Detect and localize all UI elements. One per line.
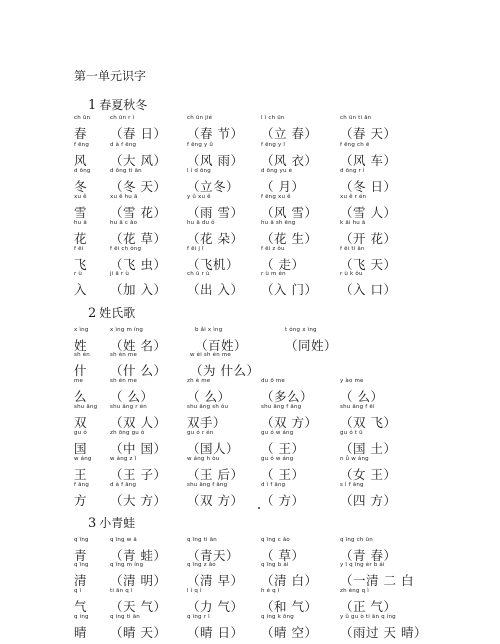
pinyin: q īng xyxy=(74,562,89,568)
hanzi: （双 飞） xyxy=(340,415,397,430)
hanzi: 春 xyxy=(74,126,88,141)
hanzi: 什 xyxy=(74,363,88,378)
pinyin: q īng z ǎo xyxy=(187,562,216,568)
hanzi: （国 土） xyxy=(340,441,397,456)
hanzi: （ 么） xyxy=(187,389,231,404)
hanzi: （青天） xyxy=(187,548,240,563)
pinyin: q īng xyxy=(74,537,89,543)
pinyin: sh én me xyxy=(110,378,138,384)
hanzi: （飞机） xyxy=(187,257,240,272)
pinyin: r ù xyxy=(74,271,83,277)
pinyin: w áng xyxy=(74,456,92,462)
hanzi: 雪 xyxy=(74,205,88,220)
pinyin: x ìng xyxy=(74,327,89,333)
pinyin: f ēi ch óng xyxy=(110,246,142,252)
hanzi: （晴 空） xyxy=(261,625,318,640)
hanzi: （ 么） xyxy=(340,389,384,404)
hanzi: （出 入） xyxy=(187,282,244,297)
pinyin: hu ā du ǒ xyxy=(187,220,215,226)
pinyin: d ōng yu è xyxy=(261,168,293,174)
hanzi: （中 国） xyxy=(110,441,167,456)
pinyin: y ī q īng èr b ái xyxy=(340,562,385,568)
pinyin: q īng ch ūn xyxy=(340,537,373,543)
pinyin: r ù k ǒu xyxy=(340,271,363,277)
pinyin: gu ó r én xyxy=(187,430,214,436)
hanzi: （ 方） xyxy=(261,493,305,508)
pinyin: t óng x ìng xyxy=(285,327,317,333)
pinyin: du ō me xyxy=(261,378,285,384)
pinyin: shu āng f āng xyxy=(187,482,228,488)
hanzi: （风 雪） xyxy=(261,205,318,220)
pinyin: ch ūn ti ān xyxy=(340,115,372,121)
pinyin: ch ū r ù xyxy=(187,271,210,277)
section-heading xyxy=(88,304,135,321)
vocab-row xyxy=(0,482,500,512)
pinyin: q íng k ōng xyxy=(261,614,294,620)
hanzi: （风 衣） xyxy=(261,153,318,168)
pinyin: f ēi ti ān xyxy=(340,246,365,252)
pinyin: ch ūn xyxy=(74,115,91,121)
pinyin: d à f āng xyxy=(110,482,137,488)
pinyin: sh én me xyxy=(110,352,138,358)
hanzi: （清 白） xyxy=(261,573,318,588)
hanzi: 花 xyxy=(74,231,88,246)
hanzi: 青 xyxy=(74,548,88,563)
pinyin: gu ó xyxy=(74,430,87,436)
hanzi: 冬 xyxy=(74,179,88,194)
section-title: 姓氏歌 xyxy=(99,306,136,320)
hanzi: （冬 天） xyxy=(110,179,167,194)
hanzi: （春 天） xyxy=(340,126,397,141)
pinyin: f ēng ch ē xyxy=(340,142,370,148)
hanzi: （冬 日） xyxy=(340,179,397,194)
vocab-row xyxy=(0,614,500,644)
hanzi: （天 气） xyxy=(110,599,167,614)
hanzi: 么 xyxy=(74,389,88,404)
pinyin: gu ó t ǔ xyxy=(340,430,363,436)
hanzi: （开 花） xyxy=(340,231,397,246)
pinyin: ch ūn jié xyxy=(187,115,213,121)
pinyin: y ǔ gu ò ti ān q íng xyxy=(340,614,396,620)
pinyin: xu ě hu ā xyxy=(110,194,138,200)
hanzi: 飞 xyxy=(74,257,88,272)
hanzi: （为 什么） xyxy=(190,363,260,378)
pinyin: d ōng r ì xyxy=(340,168,365,174)
pinyin: d ōng ti ān xyxy=(110,168,142,174)
hanzi: （国人） xyxy=(187,441,240,456)
pinyin: ti ān q ì xyxy=(110,588,133,594)
hanzi: （花 生） xyxy=(261,231,318,246)
pinyin: y ǔ xu ě xyxy=(187,194,211,200)
hanzi: （花 朵） xyxy=(187,231,244,246)
hanzi: （飞 虫） xyxy=(110,257,167,272)
pinyin: q īng b ái xyxy=(261,562,289,568)
hanzi: （雨 雪） xyxy=(187,205,244,220)
pinyin: q íng ti ān xyxy=(110,614,140,620)
unit-title: 第一单元识字 xyxy=(74,69,147,83)
pinyin: q īng m íng xyxy=(110,562,144,568)
pinyin: shu āng sh ǒu xyxy=(187,404,229,410)
hanzi: 双 xyxy=(74,415,88,430)
hanzi: （春 节） xyxy=(187,126,244,141)
hanzi: （同姓） xyxy=(285,338,338,353)
section-number: 2 xyxy=(88,306,97,321)
pinyin: f ēi z ǒu xyxy=(261,246,285,252)
hanzi: （清 明） xyxy=(110,573,167,588)
hanzi: （雪 花） xyxy=(110,205,167,220)
hanzi: （ 么） xyxy=(110,389,154,404)
pinyin: f ēi j ī xyxy=(187,246,204,252)
pinyin: sh én xyxy=(74,352,90,358)
hanzi: 清 xyxy=(74,573,88,588)
pinyin: f āng xyxy=(74,482,90,488)
hanzi: 入 xyxy=(74,282,88,297)
hanzi: 双手） xyxy=(187,415,227,430)
pinyin: q īng ti ān xyxy=(187,537,217,543)
pinyin: hu ā xyxy=(74,220,87,226)
hanzi: （一清 二 白 xyxy=(340,573,414,588)
section-title: 小青蛙 xyxy=(99,516,136,530)
pinyin: zh è me xyxy=(187,378,211,384)
pinyin: q íng r ì xyxy=(187,614,210,620)
hanzi: （春 日） xyxy=(110,126,167,141)
hanzi: （入 口） xyxy=(340,282,397,297)
hanzi: （立 春） xyxy=(261,126,318,141)
hanzi: （飞 天） xyxy=(340,257,397,272)
hanzi: （王 子） xyxy=(110,467,167,482)
pinyin: y ào me xyxy=(340,378,364,384)
section-heading xyxy=(88,96,147,113)
hanzi: （风 雨） xyxy=(187,153,244,168)
hanzi: （姓 名） xyxy=(110,338,167,353)
pinyin: gu ó w áng xyxy=(261,430,294,436)
vocab-row xyxy=(0,115,500,145)
pinyin: s ì f āng xyxy=(340,482,364,488)
section-heading xyxy=(88,514,135,531)
hanzi: （百姓） xyxy=(195,338,248,353)
pinyin: x ìng m íng xyxy=(110,327,144,333)
pinyin: shu āng f ēi xyxy=(340,404,375,410)
hanzi: （女 王） xyxy=(340,467,397,482)
hanzi: （双 人） xyxy=(110,415,167,430)
hanzi: （力 气） xyxy=(187,599,244,614)
hanzi: 晴 xyxy=(74,625,88,640)
pinyin: h é q ì xyxy=(261,588,280,594)
hanzi: 国 xyxy=(74,441,88,456)
pinyin: q īng w ā xyxy=(110,537,137,543)
hanzi: （清 早） xyxy=(187,573,244,588)
hanzi: （大 风） xyxy=(110,153,167,168)
pinyin: me xyxy=(74,378,84,384)
pinyin: f ēi xyxy=(74,246,84,252)
pinyin: d ōng xyxy=(74,168,91,174)
section-number: 1 xyxy=(88,98,97,113)
hanzi: （晴 天） xyxy=(110,625,167,640)
pinyin: zh ōng gu ó xyxy=(110,430,145,436)
hanzi: （风 车） xyxy=(340,153,397,168)
pinyin: q īng c ǎo xyxy=(261,537,291,543)
pinyin: hu ā c ǎo xyxy=(110,220,138,226)
scan-speck xyxy=(258,507,260,509)
hanzi: （什 么） xyxy=(110,363,167,378)
hanzi: （四 方） xyxy=(340,493,397,508)
hanzi: （ 走） xyxy=(261,257,305,272)
hanzi: （大 方） xyxy=(110,493,167,508)
hanzi: （双 方） xyxy=(187,493,244,508)
pinyin: w áng h òu xyxy=(187,456,220,462)
hanzi: （青 春） xyxy=(340,548,397,563)
pinyin: d à f ēng xyxy=(110,142,137,148)
pinyin: q íng xyxy=(74,614,89,620)
pinyin: shu āng r én xyxy=(110,404,147,410)
hanzi: 风 xyxy=(74,153,88,168)
hanzi: （王 后） xyxy=(187,467,244,482)
pinyin: k āi hu ā xyxy=(340,220,366,226)
hanzi: （ 王） xyxy=(261,441,305,456)
pinyin: xu ě r én xyxy=(340,194,367,200)
hanzi: （ 王） xyxy=(261,467,305,482)
section-number: 3 xyxy=(88,516,97,531)
pinyin: f ēng xu ě xyxy=(261,194,291,200)
pinyin: w áng z ǐ xyxy=(110,456,137,462)
hanzi: （双 方） xyxy=(261,415,318,430)
hanzi: （ 月） xyxy=(261,179,305,194)
hanzi: （ 草） xyxy=(261,548,305,563)
pinyin: f ēng y ī xyxy=(261,142,286,148)
pinyin: gu ó w áng xyxy=(261,456,294,462)
vocab-row xyxy=(0,271,500,301)
hanzi: （多么） xyxy=(261,389,314,404)
hanzi: （正 气） xyxy=(340,599,397,614)
pinyin: hu ā sh ēng xyxy=(261,220,296,226)
pinyin: ch ūn r ì xyxy=(110,115,135,121)
pinyin: n ǚ w áng xyxy=(340,456,369,462)
pinyin: f ēng y ǔ xyxy=(187,142,214,148)
pinyin: xu ě xyxy=(74,194,87,200)
hanzi: 姓 xyxy=(74,338,88,353)
hanzi: （晴 日） xyxy=(187,625,244,640)
hanzi: （雨过 天 晴） xyxy=(340,625,427,640)
pinyin: d ì f āng xyxy=(261,482,286,488)
hanzi: （雪 人） xyxy=(340,205,397,220)
hanzi: （花 草） xyxy=(110,231,167,246)
pinyin: l ì q ì xyxy=(187,588,202,594)
pinyin: f ēng xyxy=(74,142,90,148)
hanzi: 王 xyxy=(74,467,88,482)
pinyin: zh èng q ì xyxy=(340,588,369,594)
pinyin: ji ā r ù xyxy=(110,271,130,277)
hanzi: 方 xyxy=(74,493,88,508)
pinyin: q ì xyxy=(74,588,82,594)
hanzi: （立冬） xyxy=(187,179,240,194)
pinyin: b ǎi x ìng xyxy=(195,327,223,333)
pinyin: l ì ch ūn xyxy=(261,115,285,121)
pinyin: w èi sh én me xyxy=(190,352,231,358)
hanzi: （加 入） xyxy=(110,282,167,297)
hanzi: （和 气） xyxy=(261,599,318,614)
pinyin: l ì d ōng xyxy=(187,168,211,174)
section-title: 春夏秋冬 xyxy=(99,98,148,112)
hanzi: （入 门） xyxy=(261,282,318,297)
pinyin: shu āng f āng xyxy=(261,404,302,410)
pinyin: shu āng xyxy=(74,404,98,410)
pinyin: r ù m én xyxy=(261,271,286,277)
hanzi: 气 xyxy=(74,599,88,614)
hanzi: （青 蛙） xyxy=(110,548,167,563)
